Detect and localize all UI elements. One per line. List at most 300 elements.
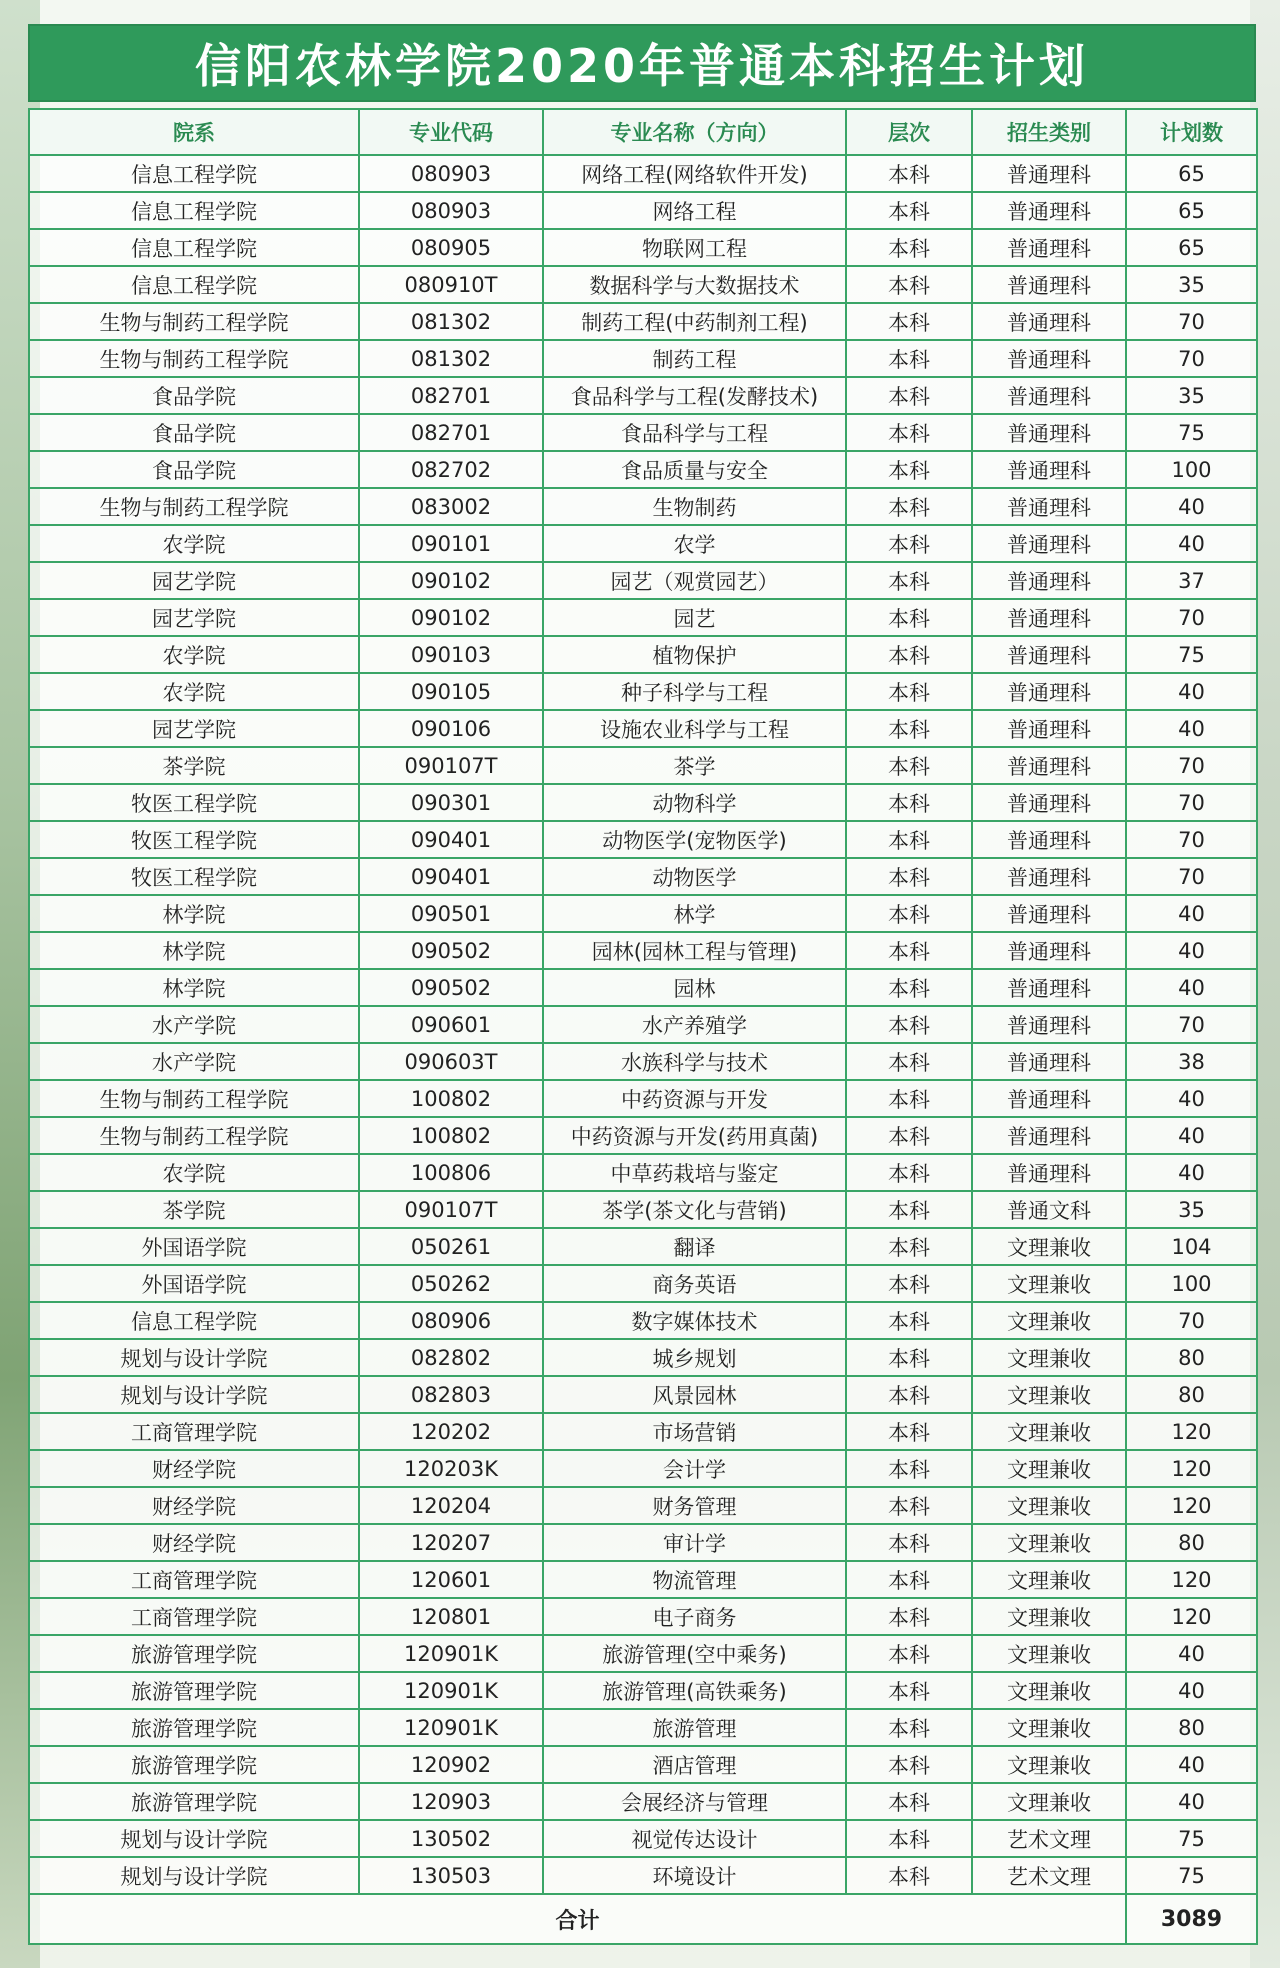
cell-plan-count: 120 (1126, 1561, 1257, 1598)
cell-department: 规划与设计学院 (29, 1857, 359, 1894)
total-value: 3089 (1126, 1894, 1257, 1944)
cell-department: 牧医工程学院 (29, 784, 359, 821)
cell-major-name: 旅游管理(空中乘务) (543, 1635, 846, 1672)
table-row (29, 1857, 1257, 1894)
table-row (29, 1709, 1257, 1746)
cell-category: 普通理科 (972, 784, 1126, 821)
cell-category: 普通理科 (972, 599, 1126, 636)
cell-category: 普通理科 (972, 155, 1126, 192)
cell-department: 农学院 (29, 636, 359, 673)
cell-major-name: 旅游管理 (543, 1709, 846, 1746)
cell-level: 本科 (846, 969, 972, 1006)
table-row (29, 636, 1257, 673)
cell-category: 文理兼收 (972, 1524, 1126, 1561)
cell-department: 财经学院 (29, 1524, 359, 1561)
cell-level: 本科 (846, 414, 972, 451)
cell-department: 信息工程学院 (29, 192, 359, 229)
total-row (29, 1894, 1257, 1944)
cell-major-code: 082702 (359, 451, 543, 488)
cell-category: 文理兼收 (972, 1302, 1126, 1339)
cell-plan-count: 75 (1126, 414, 1257, 451)
cell-level: 本科 (846, 488, 972, 525)
cell-department: 信息工程学院 (29, 1302, 359, 1339)
cell-plan-count: 40 (1126, 1783, 1257, 1820)
cell-plan-count: 35 (1126, 1191, 1257, 1228)
cell-category: 文理兼收 (972, 1450, 1126, 1487)
cell-level: 本科 (846, 1376, 972, 1413)
cell-plan-count: 80 (1126, 1376, 1257, 1413)
cell-category: 普通理科 (972, 747, 1126, 784)
cell-major-code: 120202 (359, 1413, 543, 1450)
cell-department: 水产学院 (29, 1043, 359, 1080)
header-plan-count: 计划数 (1126, 109, 1257, 155)
table-row (29, 414, 1257, 451)
cell-department: 生物与制药工程学院 (29, 1080, 359, 1117)
cell-plan-count: 37 (1126, 562, 1257, 599)
cell-department: 工商管理学院 (29, 1598, 359, 1635)
table-row (29, 1376, 1257, 1413)
table-header-row (29, 109, 1257, 155)
cell-major-name: 审计学 (543, 1524, 846, 1561)
cell-major-code: 120204 (359, 1487, 543, 1524)
cell-major-code: 081302 (359, 303, 543, 340)
cell-major-code: 050262 (359, 1265, 543, 1302)
cell-level: 本科 (846, 932, 972, 969)
cell-major-code: 050261 (359, 1228, 543, 1265)
cell-level: 本科 (846, 525, 972, 562)
cell-department: 规划与设计学院 (29, 1376, 359, 1413)
cell-level: 本科 (846, 1302, 972, 1339)
cell-category: 文理兼收 (972, 1709, 1126, 1746)
cell-department: 食品学院 (29, 451, 359, 488)
table-row (29, 451, 1257, 488)
cell-plan-count: 75 (1126, 1820, 1257, 1857)
cell-major-name: 食品科学与工程(发酵技术) (543, 377, 846, 414)
cell-major-name: 中药资源与开发(药用真菌) (543, 1117, 846, 1154)
cell-plan-count: 70 (1126, 303, 1257, 340)
table-row (29, 858, 1257, 895)
cell-level: 本科 (846, 266, 972, 303)
cell-category: 普通理科 (972, 1154, 1126, 1191)
header-level: 层次 (846, 109, 972, 155)
cell-plan-count: 38 (1126, 1043, 1257, 1080)
cell-major-name: 会计学 (543, 1450, 846, 1487)
cell-major-code: 083002 (359, 488, 543, 525)
cell-plan-count: 70 (1126, 747, 1257, 784)
cell-plan-count: 70 (1126, 784, 1257, 821)
cell-category: 普通理科 (972, 636, 1126, 673)
table-row (29, 562, 1257, 599)
cell-department: 农学院 (29, 673, 359, 710)
cell-department: 农学院 (29, 1154, 359, 1191)
cell-department: 信息工程学院 (29, 229, 359, 266)
cell-department: 水产学院 (29, 1006, 359, 1043)
cell-level: 本科 (846, 1857, 972, 1894)
header-category: 招生类别 (972, 109, 1126, 155)
cell-major-code: 100802 (359, 1080, 543, 1117)
table-row (29, 1820, 1257, 1857)
cell-plan-count: 75 (1126, 1857, 1257, 1894)
cell-major-name: 翻译 (543, 1228, 846, 1265)
cell-department: 财经学院 (29, 1487, 359, 1524)
cell-department: 食品学院 (29, 377, 359, 414)
cell-plan-count: 40 (1126, 1117, 1257, 1154)
cell-plan-count: 35 (1126, 266, 1257, 303)
cell-category: 文理兼收 (972, 1487, 1126, 1524)
cell-category: 文理兼收 (972, 1672, 1126, 1709)
cell-level: 本科 (846, 1228, 972, 1265)
document-sheet (28, 24, 1256, 1945)
cell-plan-count: 75 (1126, 636, 1257, 673)
table-row (29, 1339, 1257, 1376)
table-row (29, 1006, 1257, 1043)
cell-major-name: 植物保护 (543, 636, 846, 673)
cell-major-code: 090501 (359, 895, 543, 932)
cell-major-code: 090401 (359, 858, 543, 895)
cell-level: 本科 (846, 1487, 972, 1524)
table-row (29, 1783, 1257, 1820)
cell-plan-count: 100 (1126, 451, 1257, 488)
cell-category: 普通理科 (972, 192, 1126, 229)
cell-category: 普通理科 (972, 858, 1126, 895)
cell-plan-count: 70 (1126, 821, 1257, 858)
cell-department: 旅游管理学院 (29, 1635, 359, 1672)
cell-major-code: 120203K (359, 1450, 543, 1487)
cell-plan-count: 40 (1126, 1672, 1257, 1709)
cell-major-code: 082803 (359, 1376, 543, 1413)
cell-major-name: 生物制药 (543, 488, 846, 525)
cell-plan-count: 65 (1126, 192, 1257, 229)
table-row (29, 229, 1257, 266)
cell-level: 本科 (846, 1080, 972, 1117)
cell-plan-count: 65 (1126, 155, 1257, 192)
cell-department: 外国语学院 (29, 1265, 359, 1302)
cell-department: 生物与制药工程学院 (29, 488, 359, 525)
cell-major-name: 园林(园林工程与管理) (543, 932, 846, 969)
cell-category: 普通理科 (972, 414, 1126, 451)
cell-level: 本科 (846, 636, 972, 673)
cell-category: 艺术文理 (972, 1857, 1126, 1894)
cell-plan-count: 70 (1126, 340, 1257, 377)
cell-level: 本科 (846, 784, 972, 821)
cell-level: 本科 (846, 1413, 972, 1450)
cell-department: 食品学院 (29, 414, 359, 451)
table-row (29, 1598, 1257, 1635)
cell-level: 本科 (846, 1117, 972, 1154)
cell-major-name: 旅游管理(高铁乘务) (543, 1672, 846, 1709)
cell-plan-count: 80 (1126, 1709, 1257, 1746)
cell-plan-count: 80 (1126, 1524, 1257, 1561)
cell-category: 普通理科 (972, 229, 1126, 266)
cell-category: 普通理科 (972, 488, 1126, 525)
cell-major-name: 园艺（观赏园艺） (543, 562, 846, 599)
cell-major-name: 酒店管理 (543, 1746, 846, 1783)
cell-category: 文理兼收 (972, 1339, 1126, 1376)
cell-major-name: 数据科学与大数据技术 (543, 266, 846, 303)
cell-plan-count: 80 (1126, 1339, 1257, 1376)
cell-major-name: 环境设计 (543, 1857, 846, 1894)
cell-category: 文理兼收 (972, 1635, 1126, 1672)
cell-level: 本科 (846, 340, 972, 377)
table-row (29, 266, 1257, 303)
cell-department: 林学院 (29, 895, 359, 932)
cell-major-name: 会展经济与管理 (543, 1783, 846, 1820)
table-row (29, 1228, 1257, 1265)
cell-category: 普通文科 (972, 1191, 1126, 1228)
cell-category: 普通理科 (972, 451, 1126, 488)
cell-major-code: 130502 (359, 1820, 543, 1857)
cell-category: 文理兼收 (972, 1413, 1126, 1450)
cell-department: 林学院 (29, 932, 359, 969)
header-department: 院系 (29, 109, 359, 155)
cell-major-name: 中药资源与开发 (543, 1080, 846, 1117)
cell-level: 本科 (846, 1339, 972, 1376)
cell-major-name: 中草药栽培与鉴定 (543, 1154, 846, 1191)
cell-plan-count: 40 (1126, 932, 1257, 969)
cell-plan-count: 70 (1126, 1006, 1257, 1043)
cell-category: 艺术文理 (972, 1820, 1126, 1857)
table-row (29, 155, 1257, 192)
cell-level: 本科 (846, 821, 972, 858)
cell-category: 普通理科 (972, 525, 1126, 562)
cell-department: 茶学院 (29, 1191, 359, 1228)
cell-major-code: 090106 (359, 710, 543, 747)
cell-major-name: 动物科学 (543, 784, 846, 821)
table-row (29, 377, 1257, 414)
cell-category: 文理兼收 (972, 1598, 1126, 1635)
cell-category: 普通理科 (972, 1043, 1126, 1080)
cell-category: 文理兼收 (972, 1265, 1126, 1302)
cell-plan-count: 120 (1126, 1450, 1257, 1487)
cell-department: 旅游管理学院 (29, 1672, 359, 1709)
table-row (29, 1154, 1257, 1191)
cell-level: 本科 (846, 451, 972, 488)
cell-department: 林学院 (29, 969, 359, 1006)
cell-department: 旅游管理学院 (29, 1746, 359, 1783)
cell-major-name: 园艺 (543, 599, 846, 636)
cell-plan-count: 65 (1126, 229, 1257, 266)
cell-major-name: 网络工程(网络软件开发) (543, 155, 846, 192)
cell-department: 财经学院 (29, 1450, 359, 1487)
cell-major-name: 商务英语 (543, 1265, 846, 1302)
cell-department: 牧医工程学院 (29, 858, 359, 895)
table-row (29, 1746, 1257, 1783)
cell-level: 本科 (846, 1561, 972, 1598)
cell-department: 园艺学院 (29, 562, 359, 599)
cell-level: 本科 (846, 192, 972, 229)
cell-plan-count: 40 (1126, 1080, 1257, 1117)
cell-department: 旅游管理学院 (29, 1709, 359, 1746)
cell-category: 普通理科 (972, 1080, 1126, 1117)
cell-plan-count: 40 (1126, 488, 1257, 525)
cell-plan-count: 40 (1126, 710, 1257, 747)
cell-major-code: 090502 (359, 969, 543, 1006)
cell-major-name: 市场营销 (543, 1413, 846, 1450)
cell-major-name: 水产养殖学 (543, 1006, 846, 1043)
cell-major-code: 090301 (359, 784, 543, 821)
enrollment-plan-table (28, 108, 1258, 1945)
cell-major-name: 茶学(茶文化与营销) (543, 1191, 846, 1228)
cell-major-code: 090102 (359, 562, 543, 599)
cell-major-name: 茶学 (543, 747, 846, 784)
cell-plan-count: 70 (1126, 599, 1257, 636)
cell-department: 工商管理学院 (29, 1413, 359, 1450)
cell-department: 外国语学院 (29, 1228, 359, 1265)
table-row (29, 488, 1257, 525)
cell-plan-count: 40 (1126, 1635, 1257, 1672)
cell-major-name: 数字媒体技术 (543, 1302, 846, 1339)
page-title: 信阳农林学院2020年普通本科招生计划 (28, 24, 1256, 102)
cell-major-name: 财务管理 (543, 1487, 846, 1524)
cell-level: 本科 (846, 747, 972, 784)
table-row (29, 1413, 1257, 1450)
cell-level: 本科 (846, 599, 972, 636)
cell-level: 本科 (846, 303, 972, 340)
cell-plan-count: 100 (1126, 1265, 1257, 1302)
cell-major-code: 100802 (359, 1117, 543, 1154)
cell-major-name: 动物医学 (543, 858, 846, 895)
cell-department: 园艺学院 (29, 710, 359, 747)
cell-category: 文理兼收 (972, 1376, 1126, 1413)
cell-major-code: 120801 (359, 1598, 543, 1635)
cell-plan-count: 70 (1126, 1302, 1257, 1339)
table-row (29, 1043, 1257, 1080)
table-row (29, 821, 1257, 858)
cell-major-code: 082701 (359, 414, 543, 451)
cell-major-code: 090102 (359, 599, 543, 636)
cell-major-name: 农学 (543, 525, 846, 562)
header-major-name: 专业名称（方向） (543, 109, 846, 155)
cell-department: 农学院 (29, 525, 359, 562)
cell-major-code: 081302 (359, 340, 543, 377)
cell-plan-count: 40 (1126, 969, 1257, 1006)
cell-category: 普通理科 (972, 1117, 1126, 1154)
cell-category: 文理兼收 (972, 1228, 1126, 1265)
table-row (29, 1302, 1257, 1339)
table-row (29, 340, 1257, 377)
cell-department: 信息工程学院 (29, 266, 359, 303)
cell-major-code: 120601 (359, 1561, 543, 1598)
cell-major-name: 网络工程 (543, 192, 846, 229)
cell-level: 本科 (846, 377, 972, 414)
cell-major-code: 090107T (359, 1191, 543, 1228)
table-row (29, 1672, 1257, 1709)
cell-plan-count: 40 (1126, 525, 1257, 562)
cell-level: 本科 (846, 562, 972, 599)
table-row (29, 1191, 1257, 1228)
table-body (29, 155, 1257, 1894)
cell-major-code: 120901K (359, 1672, 543, 1709)
cell-level: 本科 (846, 1598, 972, 1635)
cell-level: 本科 (846, 1043, 972, 1080)
table-row (29, 1635, 1257, 1672)
cell-major-code: 082802 (359, 1339, 543, 1376)
cell-major-code: 100806 (359, 1154, 543, 1191)
cell-major-code: 080906 (359, 1302, 543, 1339)
table-row (29, 673, 1257, 710)
cell-level: 本科 (846, 1746, 972, 1783)
cell-department: 工商管理学院 (29, 1561, 359, 1598)
cell-major-name: 林学 (543, 895, 846, 932)
cell-level: 本科 (846, 229, 972, 266)
table-row (29, 1561, 1257, 1598)
cell-category: 普通理科 (972, 821, 1126, 858)
cell-department: 规划与设计学院 (29, 1339, 359, 1376)
cell-major-name: 种子科学与工程 (543, 673, 846, 710)
cell-plan-count: 120 (1126, 1598, 1257, 1635)
cell-major-code: 090401 (359, 821, 543, 858)
cell-major-name: 风景园林 (543, 1376, 846, 1413)
cell-major-name: 制药工程(中药制剂工程) (543, 303, 846, 340)
cell-major-code: 090502 (359, 932, 543, 969)
cell-major-code: 090105 (359, 673, 543, 710)
cell-department: 生物与制药工程学院 (29, 303, 359, 340)
cell-level: 本科 (846, 1672, 972, 1709)
cell-category: 普通理科 (972, 266, 1126, 303)
cell-level: 本科 (846, 895, 972, 932)
cell-major-name: 园林 (543, 969, 846, 1006)
cell-level: 本科 (846, 858, 972, 895)
cell-major-name: 食品科学与工程 (543, 414, 846, 451)
cell-major-name: 动物医学(宠物医学) (543, 821, 846, 858)
cell-category: 普通理科 (972, 377, 1126, 414)
cell-plan-count: 35 (1126, 377, 1257, 414)
cell-major-code: 120903 (359, 1783, 543, 1820)
cell-department: 生物与制药工程学院 (29, 340, 359, 377)
cell-major-code: 090601 (359, 1006, 543, 1043)
cell-major-code: 130503 (359, 1857, 543, 1894)
cell-department: 牧医工程学院 (29, 821, 359, 858)
cell-level: 本科 (846, 1154, 972, 1191)
table-row (29, 1487, 1257, 1524)
cell-plan-count: 40 (1126, 673, 1257, 710)
cell-major-name: 视觉传达设计 (543, 1820, 846, 1857)
cell-category: 文理兼收 (972, 1783, 1126, 1820)
cell-level: 本科 (846, 1783, 972, 1820)
cell-major-code: 080903 (359, 192, 543, 229)
cell-major-name: 物流管理 (543, 1561, 846, 1598)
cell-category: 普通理科 (972, 340, 1126, 377)
cell-major-code: 120901K (359, 1709, 543, 1746)
table-row (29, 784, 1257, 821)
cell-plan-count: 70 (1126, 858, 1257, 895)
table-row (29, 710, 1257, 747)
cell-plan-count: 40 (1126, 1746, 1257, 1783)
cell-category: 文理兼收 (972, 1561, 1126, 1598)
cell-level: 本科 (846, 1450, 972, 1487)
table-row (29, 525, 1257, 562)
table-row (29, 1524, 1257, 1561)
cell-major-code: 090103 (359, 636, 543, 673)
cell-category: 普通理科 (972, 932, 1126, 969)
cell-major-name: 物联网工程 (543, 229, 846, 266)
cell-major-code: 082701 (359, 377, 543, 414)
table-row (29, 1450, 1257, 1487)
cell-department: 信息工程学院 (29, 155, 359, 192)
cell-major-code: 090107T (359, 747, 543, 784)
cell-major-name: 城乡规划 (543, 1339, 846, 1376)
cell-level: 本科 (846, 1006, 972, 1043)
cell-department: 旅游管理学院 (29, 1783, 359, 1820)
cell-level: 本科 (846, 673, 972, 710)
cell-level: 本科 (846, 1709, 972, 1746)
table-row (29, 1080, 1257, 1117)
table-row (29, 303, 1257, 340)
cell-major-name: 设施农业科学与工程 (543, 710, 846, 747)
table-row (29, 895, 1257, 932)
table-row (29, 747, 1257, 784)
cell-plan-count: 40 (1126, 1154, 1257, 1191)
